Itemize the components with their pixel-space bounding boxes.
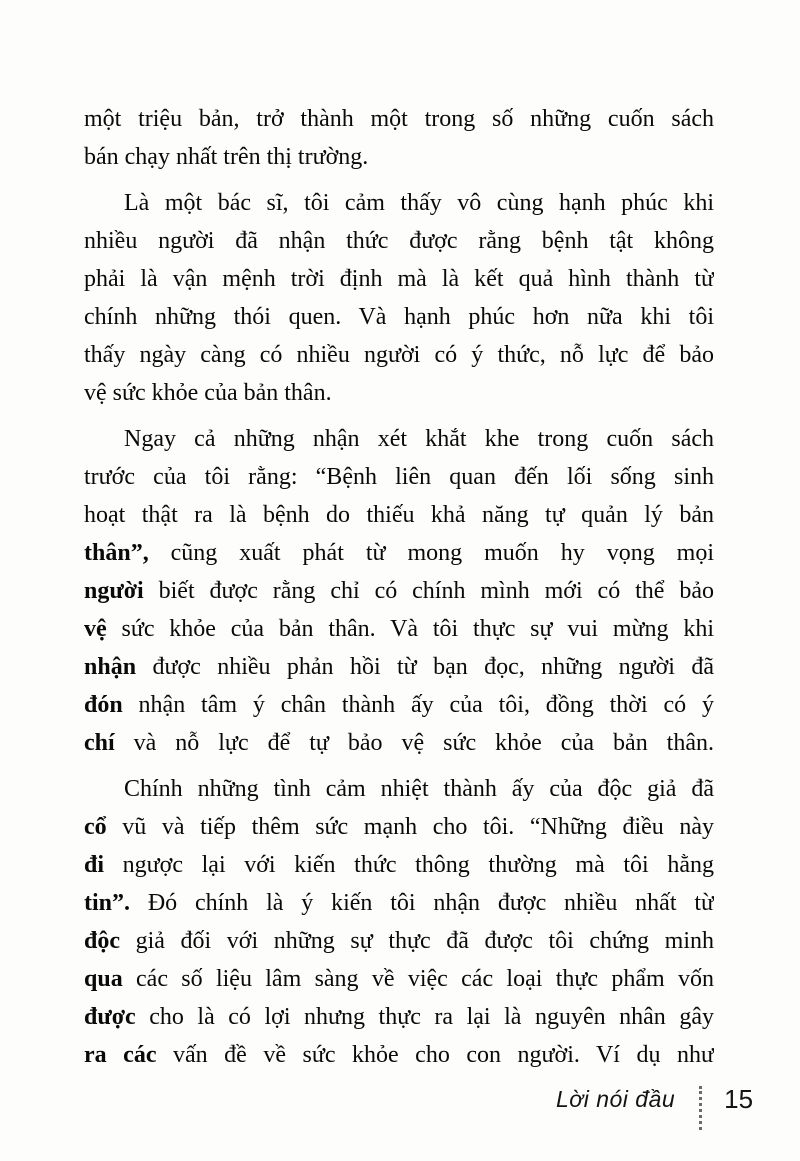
text-line: một triệu bản, trở thành một trong số những cuốn sách [84, 106, 714, 132]
text-line: nhận được nhiều phản hồi từ bạn đọc, những người đã [84, 654, 714, 680]
text-line: độc giả đối với những sự thực đã được tôi chứng minh [84, 928, 714, 954]
text-line: Là một bác sĩ, tôi cảm thấy vô cùng hạnh phúc khi [124, 190, 714, 216]
paragraph [84, 420, 714, 762]
text-line: thân”, cũng xuất phát từ mong muốn hy vọng mọi [84, 540, 714, 566]
text-line: cổ vũ và tiếp thêm sức mạnh cho tôi. “Những điều này [84, 814, 714, 840]
text-line: hoạt thật ra là bệnh do thiếu khả năng tự quản lý bản [84, 502, 714, 528]
paragraph [84, 770, 714, 1074]
text-line: Ngay cả những nhận xét khắt khe trong cuốn sách [124, 426, 714, 452]
paragraph [84, 100, 714, 176]
page-footer [556, 1084, 753, 1130]
text-block [84, 100, 714, 1082]
footer-section-label: Lời nói đầu [556, 1086, 676, 1112]
text-line: qua các số liệu lâm sàng về việc các loại thực phẩm vốn [84, 966, 714, 992]
text-line: được cho là có lợi nhưng thực ra lại là nguyên nhân gây [84, 1004, 714, 1030]
text-line: chính những thói quen. Và hạnh phúc hơn nữa khi tôi [84, 304, 714, 330]
text-line: chí và nỗ lực để tự bảo vệ sức khỏe của bản thân. [84, 730, 714, 756]
text-line: nhiều người đã nhận thức được rằng bệnh tật không [84, 228, 714, 254]
text-line: đi ngược lại với kiến thức thông thường mà tôi hằng [84, 852, 714, 878]
paragraph [84, 184, 714, 412]
text-line: vệ sức khỏe của bản thân. [84, 380, 332, 406]
text-line: vệ sức khỏe của bản thân. Và tôi thực sự vui mừng khi [84, 616, 714, 642]
text-line: đón nhận tâm ý chân thành ấy của tôi, đồng thời có ý [84, 692, 714, 718]
text-line: thấy ngày càng có nhiều người có ý thức, nỗ lực để bảo [84, 342, 714, 368]
text-line: bán chạy nhất trên thị trường. [84, 144, 369, 170]
text-line: trước của tôi rằng: “Bệnh liên quan đến lối sống sinh [84, 464, 714, 490]
text-line: người biết được rằng chỉ có chính mình mới có thể bảo [84, 578, 714, 604]
text-line: phải là vận mệnh trời định mà là kết quả hình thành từ [84, 266, 714, 292]
text-line: Chính những tình cảm nhiệt thành ấy của độc giả đã [124, 776, 714, 802]
footer-divider-dotted [699, 1086, 702, 1130]
footer-page-number: 15 [724, 1084, 754, 1114]
text-line: tin”. Đó chính là ý kiến tôi nhận được nhiều nhất từ [84, 890, 714, 916]
text-line: ra các vấn đề về sức khỏe cho con người. Ví dụ như [84, 1042, 714, 1068]
